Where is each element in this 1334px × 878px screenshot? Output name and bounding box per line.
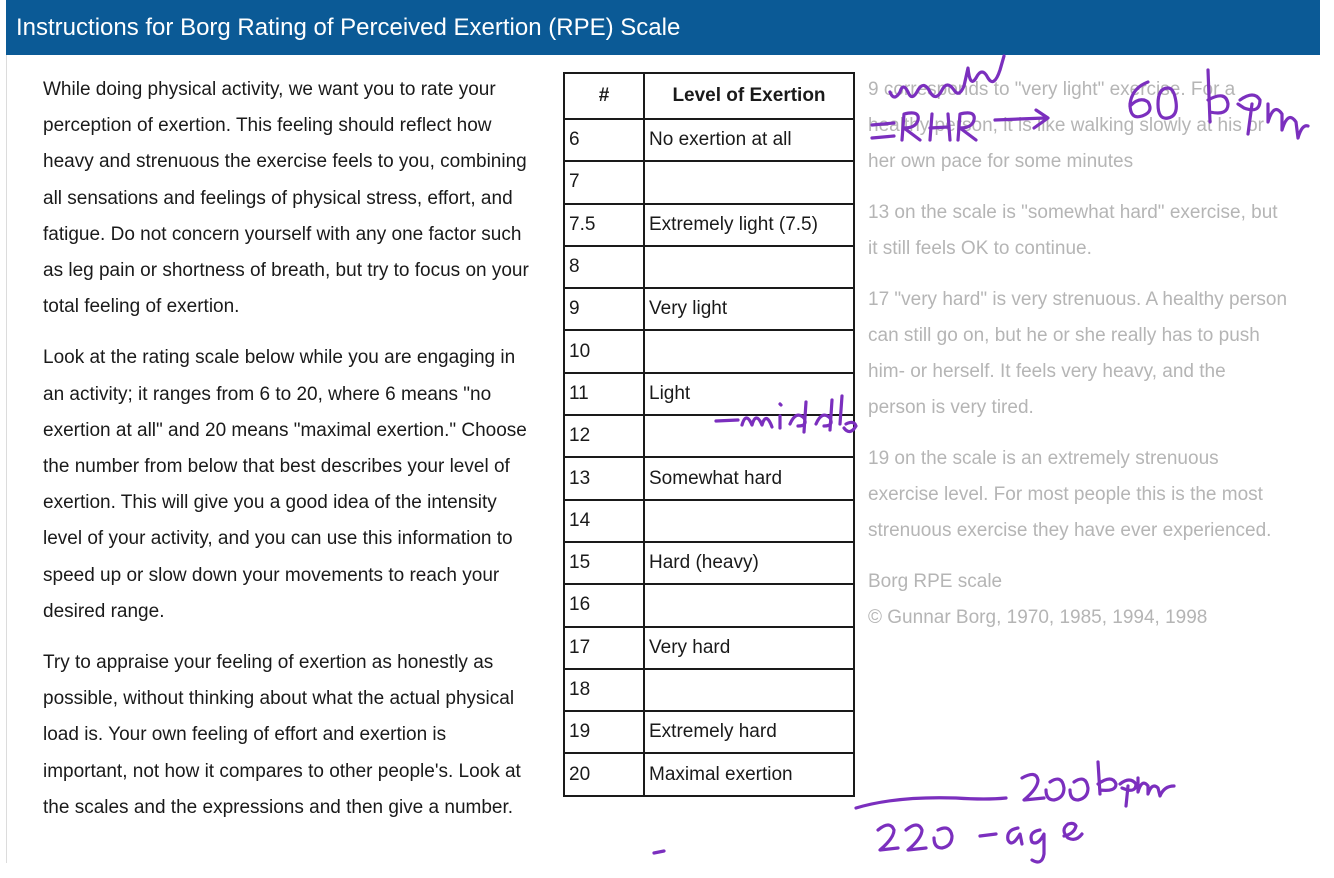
table-row	[564, 119, 854, 161]
page-title: Instructions for Borg Rating of Perceived Exertion (RPE) Scale	[6, 0, 1320, 55]
exertion-level-cell: Very light	[644, 288, 854, 330]
exertion-level-cell: Extremely hard	[644, 711, 854, 753]
copyright: © Gunnar Borg, 1970, 1985, 1994, 1998	[868, 607, 1208, 628]
exertion-level-cell	[644, 415, 854, 457]
handwriting-220-age	[878, 823, 1082, 862]
rpe-number-cell: 6	[564, 119, 644, 161]
handwriting-tick	[654, 851, 664, 853]
rpe-number-cell: 12	[564, 415, 644, 457]
rpe-number-cell: 7.5	[564, 204, 644, 246]
exertion-level-cell	[644, 330, 854, 372]
table-row	[564, 330, 854, 372]
rpe-number-cell: 11	[564, 373, 644, 415]
table-row	[564, 584, 854, 626]
exertion-level-cell	[644, 246, 854, 288]
left-border	[6, 55, 7, 863]
scale-credit	[868, 564, 1288, 636]
column-header-number: #	[564, 73, 644, 119]
exertion-level-cell: Extremely light (7.5)	[644, 204, 854, 246]
table-row	[564, 542, 854, 584]
handwriting-arrow-line	[856, 798, 1006, 808]
rpe-number-cell: 19	[564, 711, 644, 753]
table-row	[564, 204, 854, 246]
rpe-number-cell: 8	[564, 246, 644, 288]
rpe-number-cell: 13	[564, 457, 644, 499]
table-row	[564, 161, 854, 203]
table-row	[564, 711, 854, 753]
exertion-level-cell	[644, 500, 854, 542]
table-row	[564, 415, 854, 457]
exertion-level-cell: Maximal exertion	[644, 753, 854, 795]
table-row	[564, 457, 854, 499]
scale-name: Borg RPE scale	[868, 571, 1003, 592]
table-row	[564, 500, 854, 542]
table-row	[564, 627, 854, 669]
note-19: 19 on the scale is an extremely strenuous exercise level. For most people this is the most strenuous exercise they have ever experienced.	[868, 448, 1272, 541]
note-17: 17 "very hard" is very strenuous. A healthy person can still go on, but he or she really has to push him- or herself. It feels very heavy, and the person is very tired.	[868, 289, 1288, 418]
exertion-level-cell: Very hard	[644, 627, 854, 669]
scale-notes	[868, 72, 1288, 636]
rpe-number-cell: 20	[564, 753, 644, 795]
instructions-paragraph-3: Try to appraise your feeling of exertion as honestly as possible, without thinking about what the actual physical load is. Your own feeling of effort and exertion is important, not how it compares to other people's. Look at the scales and the expressions and then give a number.	[43, 652, 521, 818]
instructions-paragraph-2: Look at the rating scale below while you are engaging in an activity; it ranges from 6 to 20, where 6 means "no exertion at all" and 20 means "maximal exertion." Choose the number from below that best describes your level of exertion. This will give you a good idea of the intensity level of your activity, and you can use this information to speed up or slow down your movements to reach your desired range.	[43, 347, 527, 622]
rpe-number-cell: 9	[564, 288, 644, 330]
exertion-level-cell: Light	[644, 373, 854, 415]
table-body	[564, 119, 854, 796]
exertion-level-cell	[644, 584, 854, 626]
exertion-level-cell	[644, 161, 854, 203]
rpe-number-cell: 15	[564, 542, 644, 584]
table-row	[564, 288, 854, 330]
exertion-level-cell: No exertion at all	[644, 119, 854, 161]
column-header-level: Level of Exertion	[644, 73, 854, 119]
note-9: 9 corresponds to "very light" exercise. For a healthy person, it is like walking slowly at his or her own pace for some minutes	[868, 79, 1265, 172]
rpe-number-cell: 7	[564, 161, 644, 203]
instructions-text	[43, 72, 533, 841]
handwriting-200-bpm	[1022, 762, 1174, 806]
table-row	[564, 753, 854, 795]
table-row	[564, 669, 854, 711]
instructions-paragraph-1: While doing physical activity, we want you to rate your perception of exertion. This feeling should reflect how heavy and strenuous the exercise feels to you, combining all sensations and feelings of physical stress, effort, and fatigue. Do not concern yourself with any one factor such as leg pain or shortness of breath, but try to focus on your total feeling of exertion.	[43, 79, 529, 318]
rpe-number-cell: 18	[564, 669, 644, 711]
rpe-number-cell: 17	[564, 627, 644, 669]
rpe-number-cell: 16	[564, 584, 644, 626]
table-header-row	[564, 73, 854, 119]
table-row	[564, 246, 854, 288]
exertion-level-cell: Hard (heavy)	[644, 542, 854, 584]
note-13: 13 on the scale is "somewhat hard" exercise, but it still feels OK to continue.	[868, 202, 1278, 259]
rpe-number-cell: 10	[564, 330, 644, 372]
rpe-number-cell: 14	[564, 500, 644, 542]
exertion-level-cell	[644, 669, 854, 711]
exertion-level-cell: Somewhat hard	[644, 457, 854, 499]
rpe-scale-table	[563, 72, 855, 797]
table-row	[564, 373, 854, 415]
